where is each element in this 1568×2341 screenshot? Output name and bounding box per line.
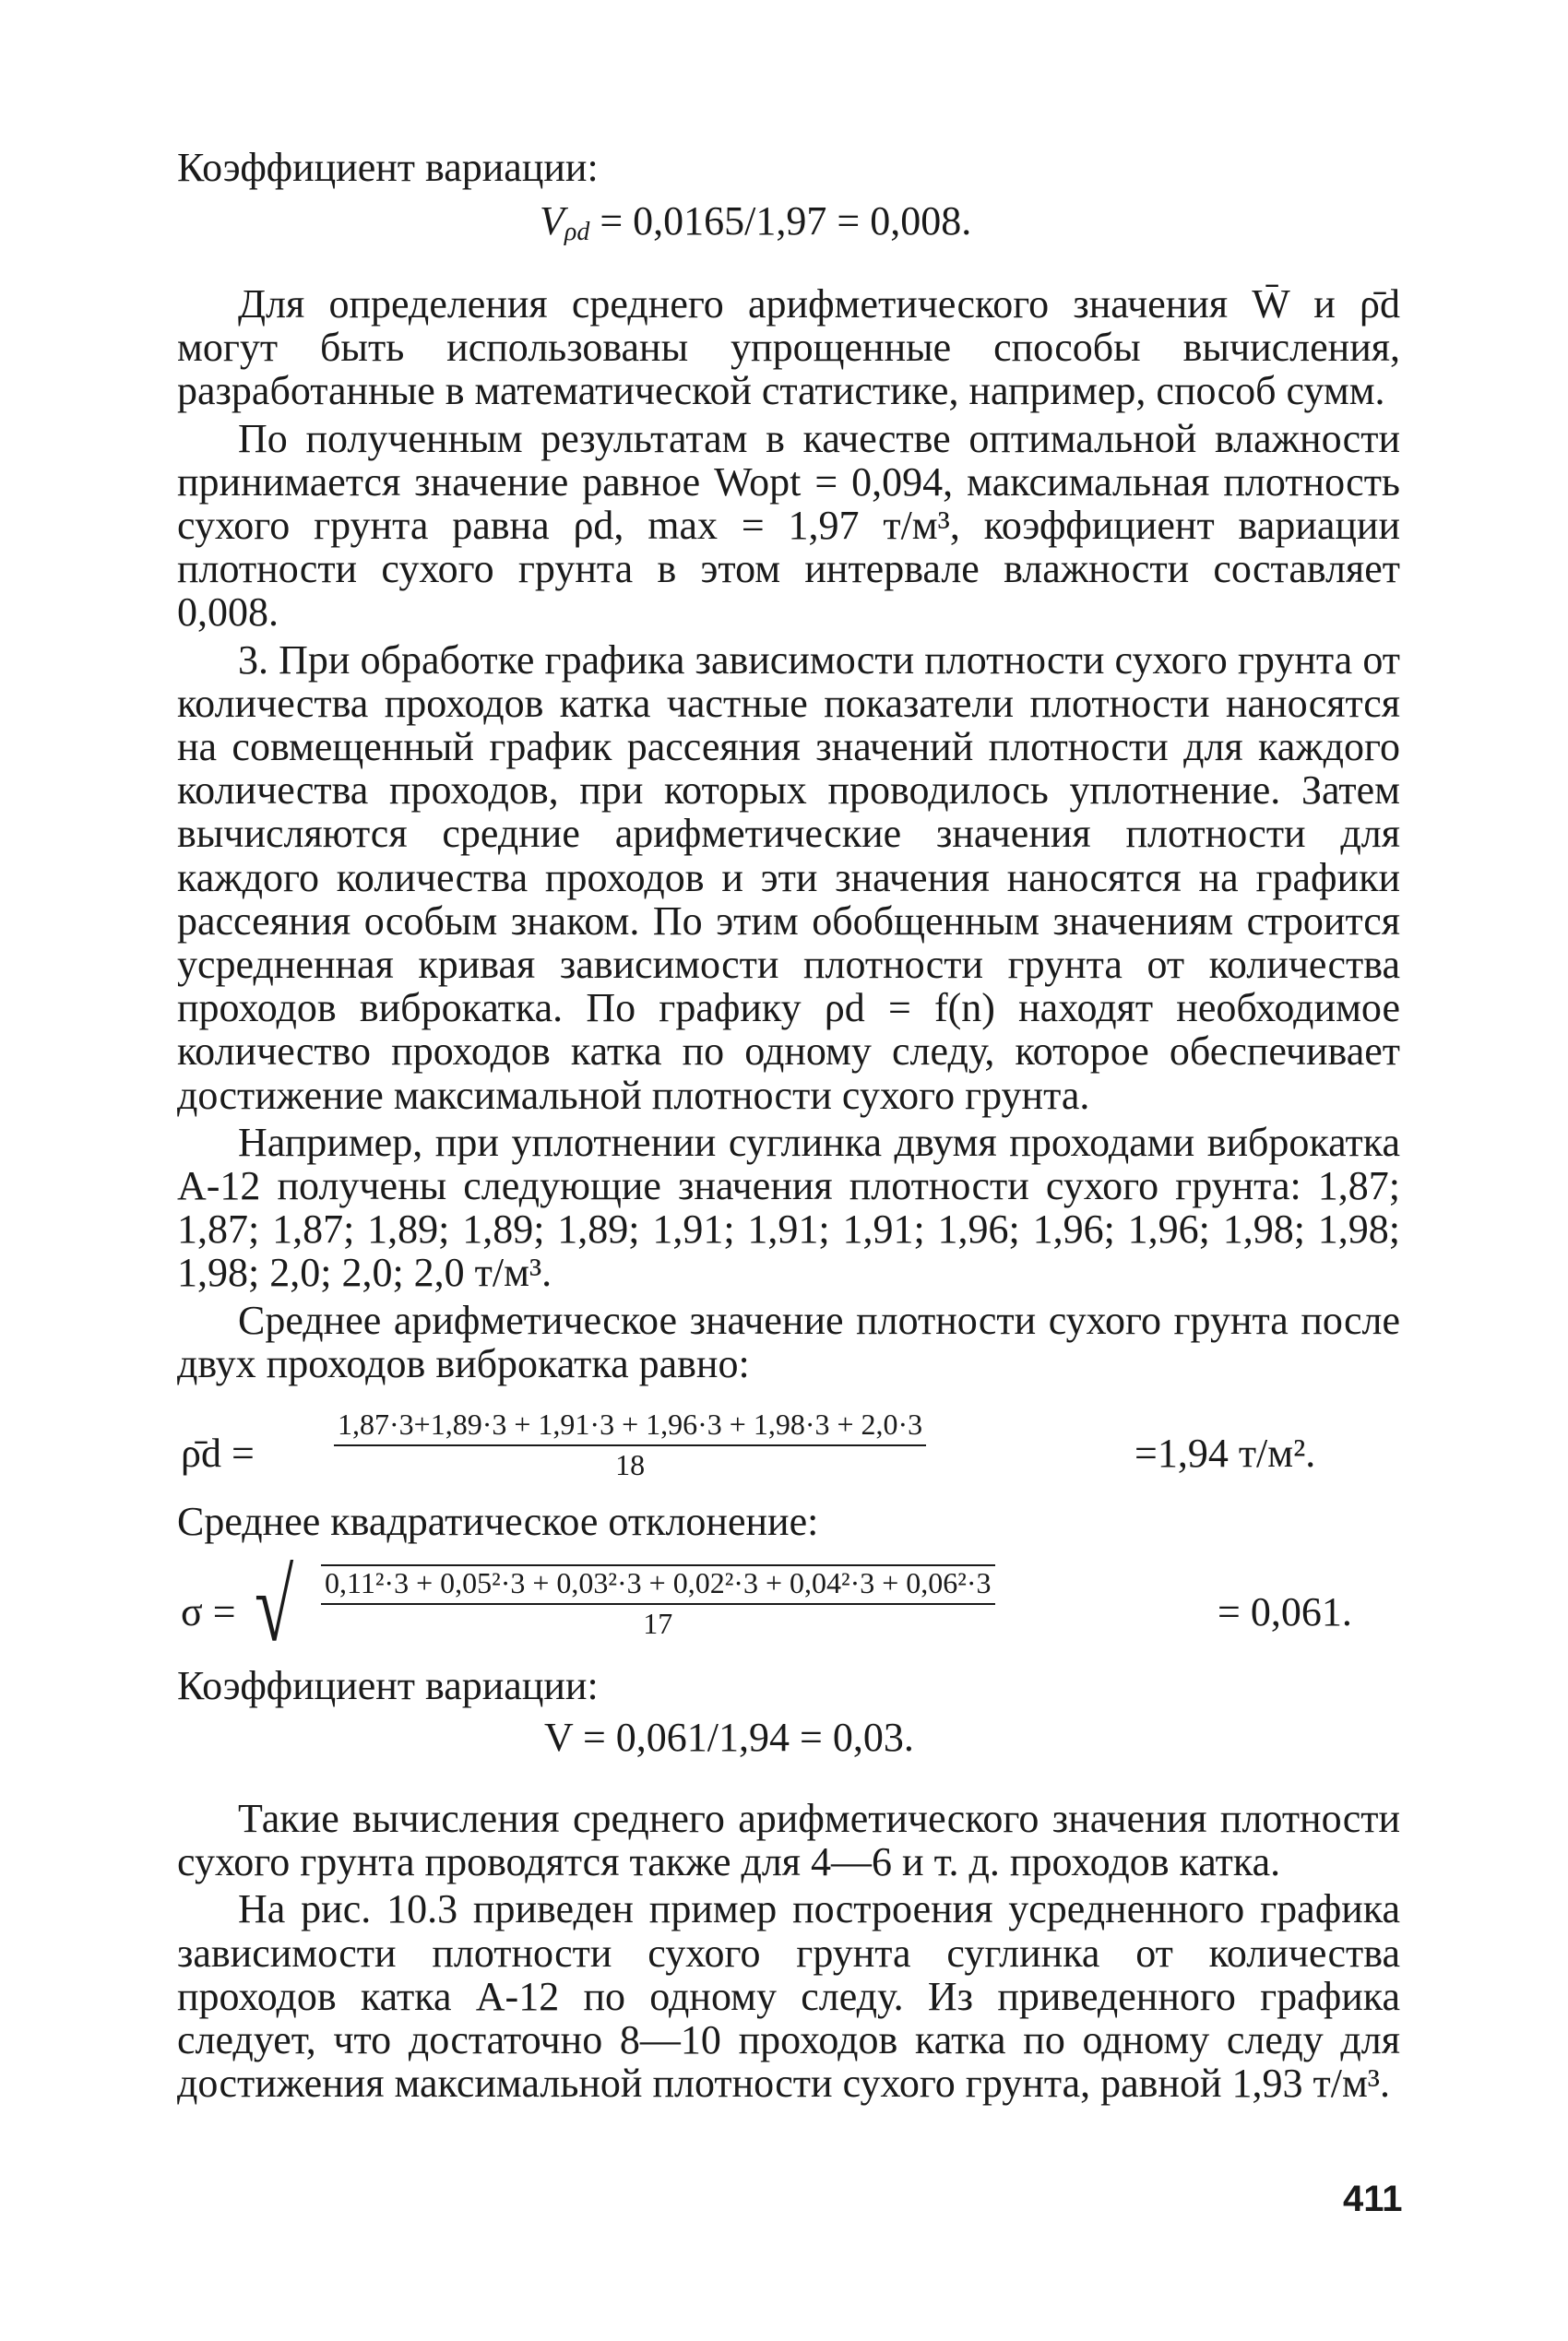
formula-variation-2: V = 0,061/1,94 = 0,03. bbox=[544, 1715, 914, 1760]
paragraph-further-calculations: Такие вычисления среднего арифметического значения плотности сухого грунта проводятся также для 4—6 и т. д. проходов катка. bbox=[177, 1796, 1400, 1885]
formula-lhs: V bbox=[540, 198, 564, 244]
paragraph-example-values: Например, при уплотнении суглинка двумя проходами виброкатка А-12 получены следующие значения плотности сухого грунта: 1,87; 1,87; 1,87; 1,89; 1,89; 1,89; 1,91; 1,91; 1,91; 1,96; 1,96; 1,96; 1,98; 1,98; 1,98; 2,0; 2,0; 2,0 т/м³. bbox=[177, 1119, 1400, 1296]
heading-std-deviation: Среднее квадратическое отклонение: bbox=[177, 1499, 819, 1544]
radicand-denominator: 17 bbox=[643, 1607, 673, 1640]
formula-sigma-fraction bbox=[321, 1564, 995, 1640]
formula-lhs-sub: ρd bbox=[564, 218, 590, 246]
paragraph-optimal-moisture: По полученным результатам в качестве оптимальной влажности принимается значение равное Wopt = 0,094, максимальная плотность сухого грунта равна ρd, max = 1,97 т/м³, коэффициент вариации плотности сухого грунта в этом интервале влажности составляет 0,008. bbox=[177, 415, 1400, 636]
formula-sigma-lhs: σ = bbox=[181, 1589, 236, 1634]
formula-mean-fraction bbox=[334, 1408, 926, 1481]
fraction-denominator: 18 bbox=[615, 1448, 646, 1481]
formula-rhs: = 0,0165/1,97 = 0,008. bbox=[600, 198, 972, 244]
paragraph-mean-methods: Для определения среднего арифметического значения W̄ и ρ̄d могут быть использованы упрощенные способы вычисления, разработанные в математической статистике, например, способ сумм. bbox=[177, 281, 1400, 414]
formula-mean-rhs: =1,94 т/м². bbox=[1134, 1431, 1316, 1476]
formula-sigma-rhs: = 0,061. bbox=[1218, 1589, 1352, 1634]
heading-variation-coefficient-2: Коэффициент вариации: bbox=[177, 1663, 599, 1708]
fraction-numerator: 1,87·3+1,89·3 + 1,91·3 + 1,96·3 + 1,98·3 + 2,0·3 bbox=[334, 1408, 926, 1446]
radicand-numerator: 0,11²·3 + 0,05²·3 + 0,03²·3 + 0,02²·3 + 0,04²·3 + 0,06²·3 bbox=[321, 1564, 995, 1605]
heading-variation-coefficient: Коэффициент вариации: bbox=[177, 145, 599, 190]
square-root-icon: √ bbox=[255, 1550, 294, 1662]
page-number: 411 bbox=[1343, 2179, 1403, 2219]
paragraph-figure-reference: На рис. 10.3 приведен пример построения усредненного графика зависимости плотности сухого грунта суглинка от количества проходов катка А-12 по одному следу. Из приведенного графика следует, что достаточно 8—10 проходов катка по одному следу для достижения максимальной плотности сухого грунта, равной 1,93 т/м³. bbox=[177, 1886, 1400, 2107]
formula-variation-1 bbox=[540, 197, 971, 244]
paragraph-mean-after-two-passes: Среднее арифметическое значение плотности сухого грунта после двух проходов виброкатка равно: bbox=[177, 1297, 1400, 1386]
paragraph-item-3: 3. При обработке графика зависимости плотности сухого грунта от количества проходов катка частные показатели плотности наносятся на совмещенный график рассеяния значений плотности для каждого количества проходов, при которых проводилось уплотнение. Затем вычисляются средние арифметические значения плотности для каждого количества проходов и эти значения наносятся на графики рассеяния особым знаком. По этим обобщенным значениям строится усредненная кривая зависимости плотности грунта от количества проходов виброкатка. По графику ρd = f(n) находят необходимое количество проходов катка по одному следу, которое обеспечивает достижение максимальной плотности сухого грунта. bbox=[177, 636, 1400, 1118]
formula-mean-lhs: ρ̄d = bbox=[181, 1431, 255, 1476]
